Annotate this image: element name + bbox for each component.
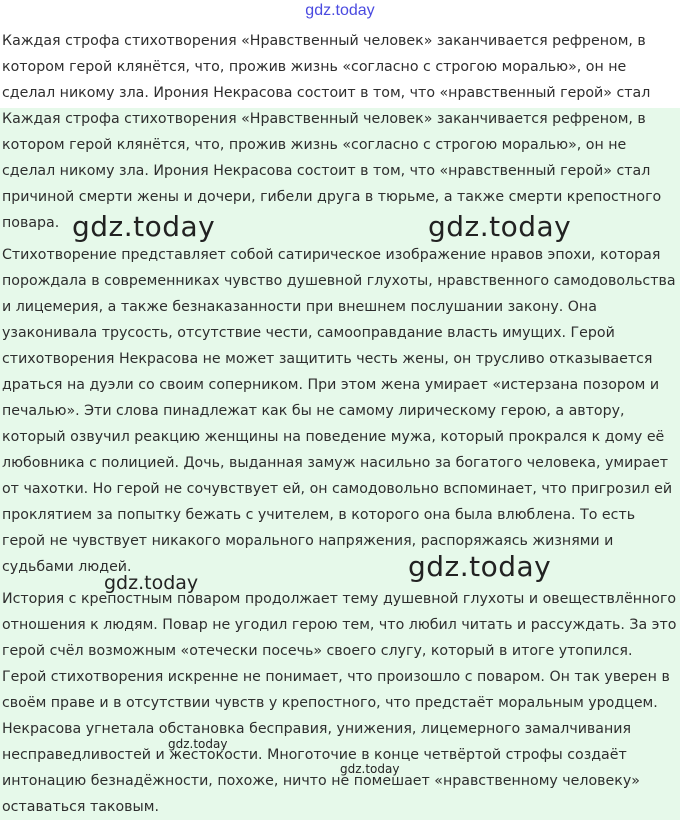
paragraph-cook-story	[2, 586, 678, 820]
watermark-large: gdz.today	[428, 210, 572, 243]
header-watermark: gdz.today	[305, 2, 375, 19]
paragraph-text: Каждая строфа стихотворения «Нравственный человек» заканчивается рефреном, в котором герой клянётся, что, прожив жизнь «согласно с строгою моралью», он не сделал никому зла. Ирония Некрасова состоит в том, что «нравственный герой» стал	[2, 33, 651, 101]
watermark-large: gdz.today	[408, 550, 552, 583]
paragraph-satire	[2, 242, 678, 580]
paragraph-text: История с крепостным поваром продолжает тему душевной глухоты и овеществлённого отношения к людям. Повар не угодил герою тем, что любил читать и рассуждать. За это герой счёл возможным «отечески посечь» своего слугу, который в итоге утопился. Герой стихотворения искренне не понимает, что произошло с поваром. Он так уверен в своём праве и в отсутствии чувств у крепостного, что предстаёт моральным уродцем. Некрасова угнетала обстановка бесправия, унижения, лицемерного замалчивания несправедливостей и жестокости. Многоточие в конце четвёртой строфы создаёт интонацию безнадёжности, похоже, ничто не помешает «нравственному человеку» оставаться таковым.	[2, 591, 677, 815]
watermark-small: gdz.today	[168, 737, 228, 751]
watermark-medium: gdz.today	[104, 572, 199, 594]
paragraph-text: Стихотворение представляет собой сатирическое изображение нравов эпохи, которая порождала в современниках чувство душевной глухоты, нравственного самодовольства и лицемерия, а также безнаказанности при внешнем послушании закону. Она узаконивала трусость, отсутствие чести, самооправдание власть имущих. Герой стихотворения Некрасова не может защитить честь жены, он трусливо отказывается драться на дуэли со своим соперником. При этом жена умирает «истерзана позором и печалью». Эти слова пинадлежат как бы не самому лирическому герою, а автору, который озвучил реакцию женщины на поведение мужа, который прокрался к дому её любовника с полицией. Дочь, выданная замуж насильно за богатого человека, умирает от чахотки. Но герой не сочувствует ей, он самодовольно вспоминает, что пригрозил ей проклятием за попытку бежать с учителем, в которого она была влюблена. То есть герой не чувствует никакого морального напряжения, распоряжаясь жизнями и судьбами людей.	[2, 247, 676, 575]
paragraph-intro-partial	[2, 28, 678, 106]
watermark-small: gdz.today	[340, 762, 400, 776]
watermark-large: gdz.today	[72, 210, 216, 243]
paragraph-text: Каждая строфа стихотворения «Нравственный человек» заканчивается рефреном, в котором герой клянётся, что, прожив жизнь «согласно с строгою моралью», он не сделал никому зла. Ирония Некрасова состоит в том, что «нравственный герой» стал причиной смерти жены и дочери, гибели друга в тюрьме, а также смерти крепостного повара.	[2, 111, 662, 231]
